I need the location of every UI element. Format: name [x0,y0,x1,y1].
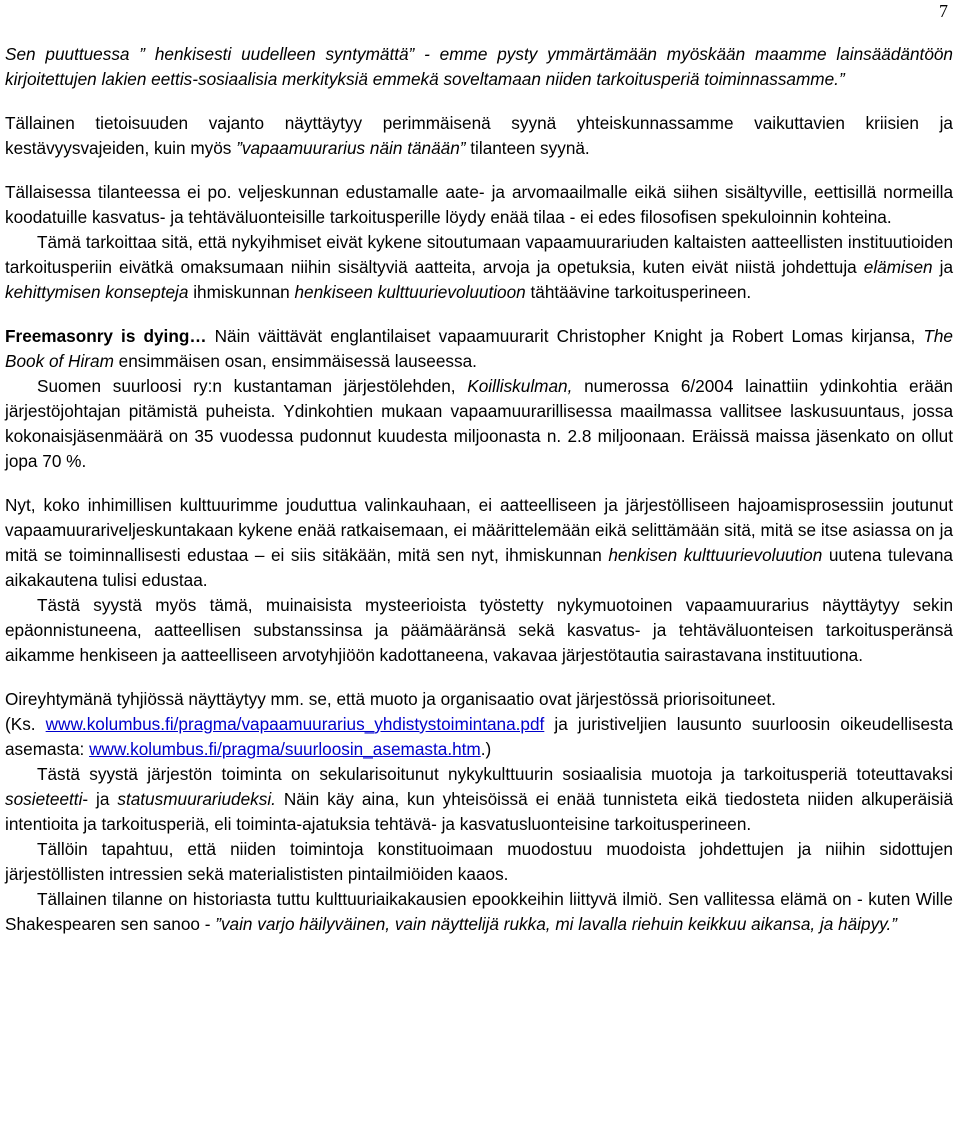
emphasis: henkiseen kulttuurievoluutioon [294,282,526,302]
text: Oireyhtymänä tyhjiössä näyttäytyy mm. se, että muoto ja organisaatio ovat järjestössä priorisoituneet. [5,689,776,709]
link-suurloosin-asemasta[interactable]: www.kolumbus.fi/pragma/suurloosin_asemasta.htm [89,739,481,759]
text: tähtäävine tarkoitusperineen. [525,282,752,302]
emphasis: ”vapaamuurarius näin tänään” [236,138,466,158]
paragraph-references [5,712,953,762]
text: Tällainen tietoisuuden vajanto näyttäytyy perimmäisenä syynä yhteiskunnassamme vaikuttavien kriisien ja kestävyysvajeiden, kuin myös [5,113,953,158]
text: Tällöin tapahtuu, että niiden toimintoja konstituoimaan muodostuu muodoista johdettujen ja niihin sidottujen järjestöllisten intressien sekä materialististen pintailmiöiden kaaos. [5,839,953,884]
quote-paragraph [5,42,953,92]
quote-text: Sen puuttuessa ” henkisesti uudelleen syntymättä” - emme pysty ymmärtämään myöskään maamme lainsäädäntöön kirjoitettujen lakien eettis-sosiaalisia merkityksiä emmekä soveltamaan niiden tarkoitusperiä toiminnassamme.” [5,44,953,89]
text: Tästä syystä järjestön toiminta on sekularisoitunut nykykulttuurin sosiaalisia muotoja ja tarkoitusperiä toteuttavaksi [37,764,953,784]
emphasis: kehittymisen konsepteja [5,282,189,302]
text: numerossa 6/2004 lainattiin ydinkohtia erään järjestöjohtajan pitämistä puheista. Ydinkohtien mukaan vapaamuurarillisessa maailmassa vallitsee laskusuuntaus, jossa kokonaisjäsenmäärä on 35 vuodessa pudonnut kuudesta miljoonasta n. 2.8 miljoonaan. Eräissä maissa jäsenkato on ollut jopa 70 %. [5,376,953,471]
paragraph-awareness-deficit [5,111,953,161]
emphasis: elämisen [863,257,933,277]
text: - ja [82,789,118,809]
text: Tällainen tilanne on historiasta tuttu kulttuuriaikakausien epookkeihin liittyvä ilmiö. Sen vallitessa elämä on - kuten Wille Shakespearen sen sanoo - [5,889,953,934]
paragraph-koilliskulma [5,374,953,474]
text: Suomen suurloosi ry:n kustantaman järjestölehden, [37,376,468,396]
bold-heading: Freemasonry is dying… [5,326,207,346]
text: Tästä syystä myös tämä, muinaisista mysteerioista työstetty nykymuotoinen vapaamuurarius näyttäytyy sekin epäonnistuneena, aatteellisen substanssinsa ja päämääränsä sekä kasvatus- ja tehtäväluonteisen tarkoitusperänsä aikamme henkiseen ja aatteelliseen arvotyhjiöön kadottaneena, vakavaa järjestötautia sairastavana instituutiona. [5,595,953,665]
paragraph-commitment [5,230,953,305]
text: Tämä tarkoittaa sitä, että nykyihmiset eivät kykene sitoutumaan vapaamuurariuden kaltaisten aatteellisten instituutioiden tarkoitusperiin eivätkä omaksumaan niihin sisältyviä aatteita, arvoja ja opetuksia, kuten eivät niistä johdettuja [5,232,953,277]
paragraph-melting-pot [5,493,953,593]
text: Näin käy aina, kun yhteisöissä ei enää tunnisteta eikä tiedosteta niiden alkuperäisiä intentioita ja tarkoitusperiä, eli toiminta-ajatuksia tehtävä- ja kasvatusluonteisine tarkoitusperineen. [5,789,954,834]
text: Nyt, koko inhimillisen kulttuurimme jouduttua valinkauhaan, ei aatteelliseen ja järjestölliseen hajoamisprosessiin joutunut vapaamuurariveljeskuntakaan kykene enää ratkaisemaan, ei määrittelemään eikä selittämään sitä, mitä se itse asiassa on ja mitä se toiminnallisesti edustaa – ei siis sitäkään, mitä sen nyt, ihmiskunnan [5,495,953,565]
text: .) [480,739,492,759]
text: ja juristiveljien lausunto suurloosin oikeudellisesta asemasta: [5,714,953,759]
link-yhdistystoimintana[interactable]: www.kolumbus.fi/pragma/vapaamuurarius_yhdistystoimintana.pdf [45,714,545,734]
text: tilanteen syynä. [465,138,590,158]
text: uutena tulevana aikakautena tulisi edustaa. [5,545,953,590]
paragraph-secularization [5,762,953,837]
emphasis: statusmuurariudeksi. [117,789,276,809]
publication-title: Koilliskulman, [467,376,573,396]
text: ensimmäisen osan, ensimmäisessä lauseessa. [113,351,477,371]
text: Näin väittävät englantilaiset vapaamuurarit Christopher Knight ja Robert Lomas kirjansa, [206,326,924,346]
emphasis: henkisen kulttuurievoluution [608,545,823,565]
book-title: The Book of Hiram [5,326,953,371]
document-body [5,42,953,937]
page-number: 7 [939,1,948,21]
paragraph-situation [5,180,953,230]
text: ihmiskunnan [188,282,295,302]
paragraph-symptom [5,687,953,712]
paragraph-shakespeare [5,887,953,937]
text: Tällaisessa tilanteessa ei po. veljeskunnan edustamalle aate- ja arvomaailmalle eikä siihen sisältyville, eettisillä normeilla koodatuille kasvatus- ja tehtäväluonteisille tarkoitusperille löydy enää tilaa - ei edes filosofisen spekuloinnin kohteina. [5,182,953,227]
text: ja [932,257,953,277]
paragraph-freemasonry-dying [5,324,953,374]
shakespeare-quote: ”vain varjo häilyväinen, vain näyttelijä rukka, mi lavalla riehuin keikkuu aikansa, ja häipyy.” [215,914,898,934]
paragraph-chaos [5,837,953,887]
emphasis: sosieteetti [5,789,83,809]
paragraph-failure [5,593,953,668]
text: (Ks. [5,714,46,734]
